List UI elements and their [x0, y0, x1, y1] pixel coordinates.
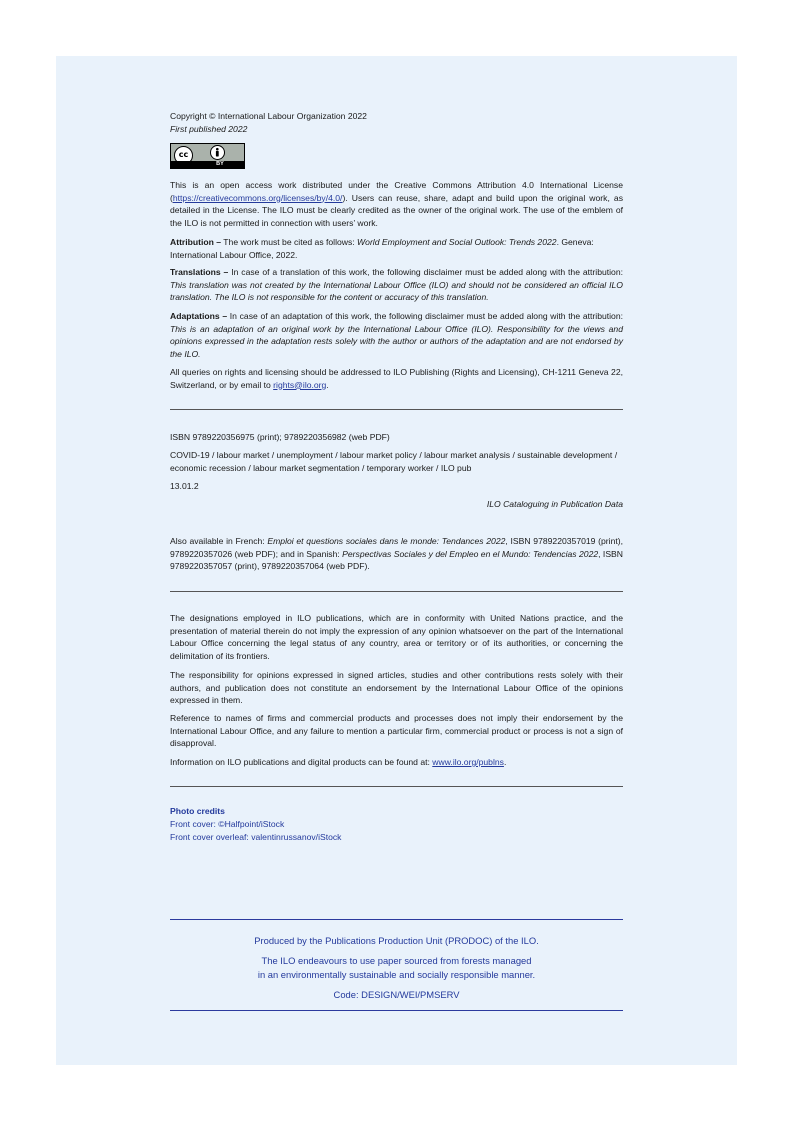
license-paragraph: This is an open access work distributed under the Creative Commons Attribution 4.0 International License (https://creativecommons.org/licenses/by/4.0/). Users can reuse, share, adapt and build upon the original work, as detailed in the License. The ILO must be clearly credited as the owner of the original work. The use of the emblem of the ILO is not permitted in connection with users’ work.	[170, 180, 623, 228]
design-code: Code: DESIGN/WEI/PMSERV	[333, 989, 460, 1000]
production-unit-line: Produced by the Publications Production Unit (PRODOC) of the ILO.	[254, 935, 539, 946]
cc-license-link[interactable]: https://creativecommons.org/licenses/by/4.0/	[172, 192, 343, 203]
adaptations-paragraph: Adaptations – In case of an adaptation of this work, the following disclaimer must be added along with the attribution: This is an adaptation of an original work by the International Labour Office (ILO). Responsibility for the views and opinions expressed in the adaptation rests solely with the author or authors of the adaptation and are not endorsed by the ILO.	[170, 311, 623, 359]
disclaimer-products: Reference to names of firms and commercial products and processes does not imply their endorsement by the International Labour Office, and any failure to mention a particular firm, commercial product or process is not a sign of disapproval.	[170, 713, 623, 749]
first-published: First published 2022	[170, 124, 248, 134]
production-rule-bottom	[170, 1010, 623, 1011]
photo-credit-overleaf: Front cover overleaf: valentinrussanov/iStock	[170, 832, 342, 842]
classification-code: 13.01.2	[170, 481, 199, 491]
disclaimer-responsibility: The responsibility for opinions expressed in signed articles, studies and other contributions rests solely with their authors, and publication does not constitute an endorsement by the International Labour Office of the opinions expressed in them.	[170, 670, 623, 706]
photo-credit-front: Front cover: ©Halfpoint/iStock	[170, 819, 285, 829]
publications-info: Information on ILO publications and digital products can be found at: www.ilo.org/publns.	[170, 757, 507, 767]
by-label: BY	[216, 161, 224, 167]
paper-sourcing-line-1: The ILO endeavours to use paper sourced from forests managed	[261, 955, 532, 966]
attribution-paragraph: Attribution – The work must be cited as follows: World Employment and Social Outlook: Trends 2022. Geneva: International Labour Office, 2022.	[170, 237, 594, 260]
cip-label: ILO Cataloguing in Publication Data	[486, 499, 623, 509]
production-rule-top	[170, 919, 623, 920]
disclaimer-designations: The designations employed in ILO publications, which are in conformity with United Nations practice, and the presentation of material therein do not imply the expression of any opinion whatsoever on the part of the International Labour Office concerning the legal status of any country, area or territory or of its authorities, or concerning the delimitation of its frontiers.	[170, 613, 623, 661]
attribution-person-icon	[210, 145, 225, 160]
isbn-line: ISBN 9789220356975 (print); 9789220356982 (web PDF)	[170, 432, 390, 442]
divider	[170, 409, 623, 410]
copyright-line: Copyright © International Labour Organization 2022	[170, 111, 367, 121]
translations-available: Also available in French: Emploi et questions sociales dans le monde: Tendances 2022, ISBN 9789220357019 (print), 9789220357026 (web PDF); and in Spanish: Perspectivas Sociales y del Empleo en el Mundo: Tendencias 2022, ISBN 9789220357057 (print), 9789220357064 (web PDF).	[170, 536, 623, 572]
divider	[170, 786, 623, 787]
queries-paragraph: All queries on rights and licensing should be addressed to ILO Publishing (Rights and Licensing), CH-1211 Geneva 22, Switzerland, or by email to rights@ilo.org.	[170, 367, 623, 390]
divider	[170, 591, 623, 592]
rights-email-link[interactable]: rights@ilo.org	[273, 379, 327, 390]
cc-by-license-badge[interactable]	[170, 143, 245, 169]
cc-icon: cc	[174, 146, 193, 165]
photo-credits-title: Photo credits	[170, 806, 225, 816]
keywords-line: COVID-19 / labour market / unemployment / labour market policy / labour market analysis / sustainable development / economic recession / labour market segmentation / temporary worker / ILO pub	[170, 450, 618, 473]
translations-paragraph: Translations – In case of a translation of this work, the following disclaimer must be added along with the attribution: This translation was not created by the International Labour Office (ILO) and should not be considered an official ILO translation. The ILO is not responsible for the content or accuracy of this translation.	[170, 267, 623, 303]
ilo-publns-link[interactable]: www.ilo.org/publns	[432, 757, 504, 767]
paper-sourcing-line-2: in an environmentally sustainable and socially responsible manner.	[257, 969, 536, 980]
